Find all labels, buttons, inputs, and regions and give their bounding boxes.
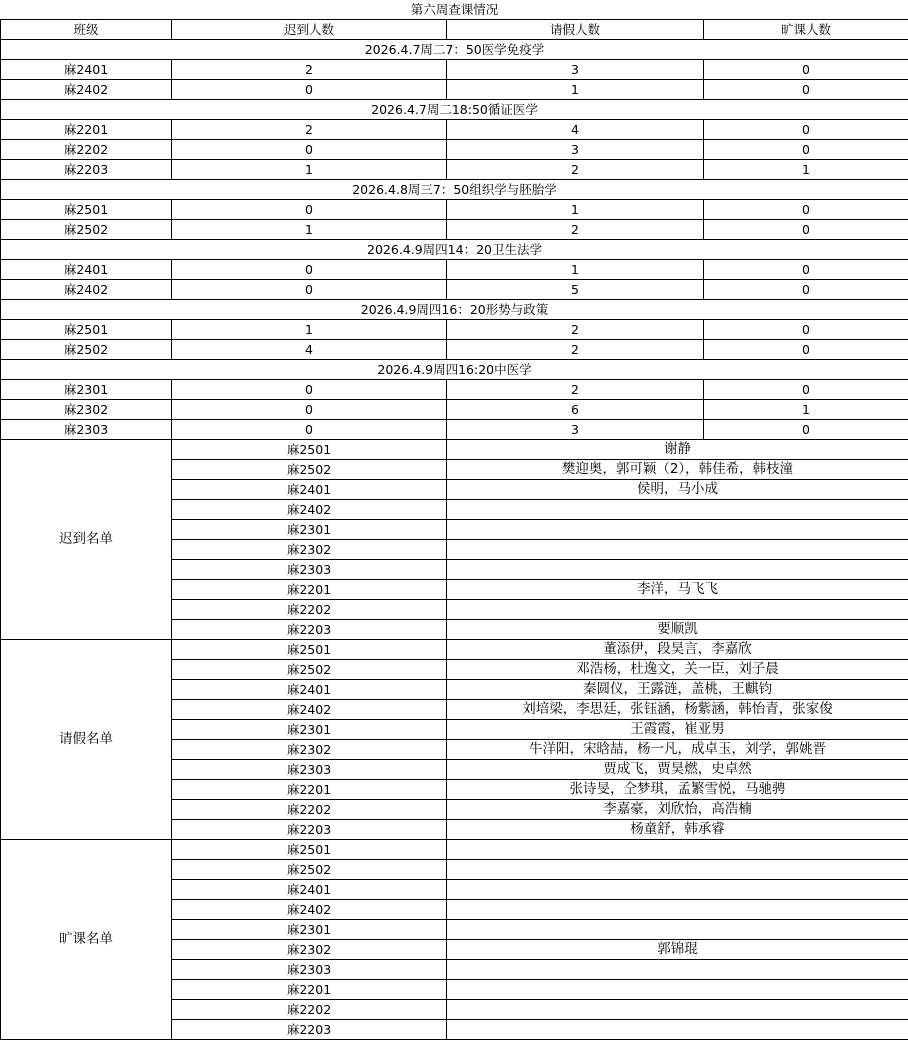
late-count-cell[interactable]: 1 bbox=[172, 320, 447, 340]
list-class-cell[interactable]: 麻2501 bbox=[172, 640, 447, 660]
header-class[interactable]: 班级 bbox=[1, 20, 172, 40]
leave-count-cell[interactable]: 1 bbox=[447, 80, 704, 100]
list-class-cell[interactable]: 麻2202 bbox=[172, 800, 447, 820]
late-count-cell[interactable]: 2 bbox=[172, 60, 447, 80]
student-names-cell[interactable]: 刘培梁，李思廷，张钰涵，杨紫涵，韩怡青，张家俊 bbox=[447, 700, 908, 720]
student-names-cell[interactable]: 要顺凯 bbox=[447, 620, 908, 640]
student-names-cell[interactable] bbox=[447, 540, 908, 560]
list-class-cell[interactable]: 麻2202 bbox=[172, 600, 447, 620]
list-class-cell[interactable]: 麻2303 bbox=[172, 760, 447, 780]
header-leave[interactable]: 请假人数 bbox=[447, 20, 704, 40]
sheet-title[interactable]: 第六周查课情况 bbox=[1, 0, 908, 20]
list-class-cell[interactable]: 麻2501 bbox=[172, 440, 447, 460]
list-class-cell[interactable]: 麻2203 bbox=[172, 820, 447, 840]
late-count-cell[interactable]: 4 bbox=[172, 340, 447, 360]
class-cell[interactable]: 麻2303 bbox=[1, 420, 172, 440]
list-class-cell[interactable]: 麻2301 bbox=[172, 520, 447, 540]
student-names-cell[interactable]: 王霞霞，崔亚男 bbox=[447, 720, 908, 740]
table-row bbox=[1, 400, 908, 420]
class-cell[interactable]: 麻2502 bbox=[1, 220, 172, 240]
absent-count-cell[interactable]: 1 bbox=[704, 160, 908, 180]
list-class-cell[interactable]: 麻2303 bbox=[172, 960, 447, 980]
student-names-cell[interactable] bbox=[447, 1020, 908, 1040]
student-names-cell[interactable]: 侯明，马小成 bbox=[447, 480, 908, 500]
student-names-cell[interactable]: 董添伊，段昊言，李嘉欣 bbox=[447, 640, 908, 660]
late-count-cell[interactable]: 0 bbox=[172, 380, 447, 400]
section-heading[interactable]: 2026.4.8周三7：50组织学与胚胎学 bbox=[1, 180, 908, 200]
absent-count-cell[interactable]: 0 bbox=[704, 80, 908, 100]
list-class-cell[interactable]: 麻2502 bbox=[172, 460, 447, 480]
late-count-cell[interactable]: 0 bbox=[172, 200, 447, 220]
table-row bbox=[1, 120, 908, 140]
class-cell[interactable]: 麻2402 bbox=[1, 280, 172, 300]
student-names-cell[interactable] bbox=[447, 500, 908, 520]
list-row bbox=[1, 440, 908, 460]
leave-count-cell[interactable]: 2 bbox=[447, 340, 704, 360]
absent-count-cell[interactable]: 1 bbox=[704, 400, 908, 420]
late-count-cell[interactable]: 1 bbox=[172, 160, 447, 180]
list-class-cell[interactable]: 麻2401 bbox=[172, 480, 447, 500]
student-names-cell[interactable]: 樊迎奥，郭可颖（2），韩佳希，韩枝潼 bbox=[447, 460, 908, 480]
list-class-cell[interactable]: 麻2301 bbox=[172, 720, 447, 740]
section-heading[interactable]: 2026.4.9周四16：20形势与政策 bbox=[1, 300, 908, 320]
leave-count-cell[interactable]: 2 bbox=[447, 160, 704, 180]
header-row bbox=[1, 20, 908, 40]
late-count-cell[interactable]: 0 bbox=[172, 420, 447, 440]
section-heading[interactable]: 2026.4.9周四14：20卫生法学 bbox=[1, 240, 908, 260]
class-cell[interactable]: 麻2501 bbox=[1, 320, 172, 340]
student-names-cell[interactable]: 张诗旻，仝梦琪，孟繁雪悦，马驰骋 bbox=[447, 780, 908, 800]
list-class-cell[interactable]: 麻2402 bbox=[172, 700, 447, 720]
student-names-cell[interactable] bbox=[447, 860, 908, 880]
list-class-cell[interactable]: 麻2302 bbox=[172, 540, 447, 560]
class-cell[interactable]: 麻2301 bbox=[1, 380, 172, 400]
list-class-cell[interactable]: 麻2203 bbox=[172, 1020, 447, 1040]
student-names-cell[interactable]: 杨童舒，韩承睿 bbox=[447, 820, 908, 840]
section-heading-row bbox=[1, 180, 908, 200]
table-row bbox=[1, 200, 908, 220]
leave-count-cell[interactable]: 4 bbox=[447, 120, 704, 140]
student-names-cell[interactable]: 牛洋阳，宋晗喆，杨一凡，成卓玉，刘学，郭姚晋 bbox=[447, 740, 908, 760]
leave-count-cell[interactable]: 6 bbox=[447, 400, 704, 420]
student-names-cell[interactable] bbox=[447, 880, 908, 900]
student-names-cell[interactable] bbox=[447, 1000, 908, 1020]
class-cell[interactable]: 麻2502 bbox=[1, 340, 172, 360]
list-class-cell[interactable]: 麻2201 bbox=[172, 780, 447, 800]
class-cell[interactable]: 麻2501 bbox=[1, 200, 172, 220]
leave-count-cell[interactable]: 1 bbox=[447, 260, 704, 280]
class-cell[interactable]: 麻2402 bbox=[1, 80, 172, 100]
list-class-cell[interactable]: 麻2402 bbox=[172, 500, 447, 520]
section-heading-row bbox=[1, 240, 908, 260]
section-heading-row bbox=[1, 360, 908, 380]
student-names-cell[interactable]: 贾成飞，贾昊燃，史卓然 bbox=[447, 760, 908, 780]
late-count-cell[interactable]: 0 bbox=[172, 140, 447, 160]
class-cell[interactable]: 麻2202 bbox=[1, 140, 172, 160]
student-names-cell[interactable] bbox=[447, 560, 908, 580]
list-label[interactable]: 旷课名单 bbox=[1, 840, 172, 1040]
student-names-cell[interactable]: 邓浩杨，杜逸文，关一臣，刘子晨 bbox=[447, 660, 908, 680]
title-row bbox=[1, 0, 908, 20]
late-count-cell[interactable]: 2 bbox=[172, 120, 447, 140]
student-names-cell[interactable] bbox=[447, 600, 908, 620]
list-row bbox=[1, 640, 908, 660]
table-row bbox=[1, 220, 908, 240]
list-class-cell[interactable]: 麻2201 bbox=[172, 980, 447, 1000]
student-names-cell[interactable] bbox=[447, 900, 908, 920]
section-heading[interactable]: 2026.4.7周二7：50医学免疫学 bbox=[1, 40, 908, 60]
list-class-cell[interactable]: 麻2202 bbox=[172, 1000, 447, 1020]
list-class-cell[interactable]: 麻2502 bbox=[172, 860, 447, 880]
absent-count-cell[interactable]: 0 bbox=[704, 120, 908, 140]
absent-count-cell[interactable]: 0 bbox=[704, 280, 908, 300]
list-class-cell[interactable]: 麻2302 bbox=[172, 940, 447, 960]
leave-count-cell[interactable]: 2 bbox=[447, 320, 704, 340]
list-class-cell[interactable]: 麻2201 bbox=[172, 580, 447, 600]
header-absent[interactable]: 旷课人数 bbox=[704, 20, 908, 40]
absent-count-cell[interactable]: 0 bbox=[704, 320, 908, 340]
student-names-cell[interactable] bbox=[447, 960, 908, 980]
late-count-cell[interactable]: 0 bbox=[172, 260, 447, 280]
late-count-cell[interactable]: 0 bbox=[172, 280, 447, 300]
list-class-cell[interactable]: 麻2402 bbox=[172, 900, 447, 920]
leave-count-cell[interactable]: 3 bbox=[447, 60, 704, 80]
absent-count-cell[interactable]: 0 bbox=[704, 260, 908, 280]
list-class-cell[interactable]: 麻2301 bbox=[172, 920, 447, 940]
absent-count-cell[interactable]: 0 bbox=[704, 420, 908, 440]
leave-count-cell[interactable]: 2 bbox=[447, 220, 704, 240]
section-heading-row bbox=[1, 100, 908, 120]
student-names-cell[interactable]: 李嘉豪，刘欣怡，高浩楠 bbox=[447, 800, 908, 820]
table-row bbox=[1, 60, 908, 80]
absent-count-cell[interactable]: 0 bbox=[704, 200, 908, 220]
class-cell[interactable]: 麻2203 bbox=[1, 160, 172, 180]
section-heading[interactable]: 2026.4.9周四16:20中医学 bbox=[1, 360, 908, 380]
student-names-cell[interactable] bbox=[447, 920, 908, 940]
section-heading-row bbox=[1, 300, 908, 320]
class-cell[interactable]: 麻2302 bbox=[1, 400, 172, 420]
student-names-cell[interactable]: 谢静 bbox=[447, 440, 908, 460]
late-count-cell[interactable]: 0 bbox=[172, 80, 447, 100]
absent-count-cell[interactable]: 0 bbox=[704, 60, 908, 80]
header-late[interactable]: 迟到人数 bbox=[172, 20, 447, 40]
student-names-cell[interactable]: 秦圆仪，王露涟，盖桃，王麒钧 bbox=[447, 680, 908, 700]
absent-count-cell[interactable]: 0 bbox=[704, 380, 908, 400]
leave-count-cell[interactable]: 3 bbox=[447, 140, 704, 160]
class-cell[interactable]: 麻2201 bbox=[1, 120, 172, 140]
class-cell[interactable]: 麻2401 bbox=[1, 60, 172, 80]
student-names-cell[interactable] bbox=[447, 520, 908, 540]
list-class-cell[interactable]: 麻2303 bbox=[172, 560, 447, 580]
late-count-cell[interactable]: 1 bbox=[172, 220, 447, 240]
table-row bbox=[1, 420, 908, 440]
list-class-cell[interactable]: 麻2501 bbox=[172, 840, 447, 860]
list-class-cell[interactable]: 麻2502 bbox=[172, 660, 447, 680]
list-class-cell[interactable]: 麻2302 bbox=[172, 740, 447, 760]
student-names-cell[interactable]: 郭锦琨 bbox=[447, 940, 908, 960]
list-label[interactable]: 请假名单 bbox=[1, 640, 172, 840]
table-body bbox=[1, 0, 908, 1040]
list-row bbox=[1, 840, 908, 860]
list-class-cell[interactable]: 麻2401 bbox=[172, 680, 447, 700]
table-row bbox=[1, 140, 908, 160]
leave-count-cell[interactable]: 2 bbox=[447, 380, 704, 400]
student-names-cell[interactable] bbox=[447, 980, 908, 1000]
leave-count-cell[interactable]: 1 bbox=[447, 200, 704, 220]
absent-count-cell[interactable]: 0 bbox=[704, 340, 908, 360]
list-class-cell[interactable]: 麻2203 bbox=[172, 620, 447, 640]
student-names-cell[interactable]: 李洋，马飞飞 bbox=[447, 580, 908, 600]
leave-count-cell[interactable]: 3 bbox=[447, 420, 704, 440]
table-row bbox=[1, 160, 908, 180]
class-cell[interactable]: 麻2401 bbox=[1, 260, 172, 280]
late-count-cell[interactable]: 0 bbox=[172, 400, 447, 420]
table-row bbox=[1, 260, 908, 280]
absent-count-cell[interactable]: 0 bbox=[704, 220, 908, 240]
leave-count-cell[interactable]: 5 bbox=[447, 280, 704, 300]
table-row bbox=[1, 80, 908, 100]
table-row bbox=[1, 340, 908, 360]
list-label[interactable]: 迟到名单 bbox=[1, 440, 172, 640]
absent-count-cell[interactable]: 0 bbox=[704, 140, 908, 160]
section-heading[interactable]: 2026.4.7周二18:50循证医学 bbox=[1, 100, 908, 120]
table-row bbox=[1, 380, 908, 400]
table-row bbox=[1, 320, 908, 340]
table-row bbox=[1, 280, 908, 300]
list-class-cell[interactable]: 麻2401 bbox=[172, 880, 447, 900]
student-names-cell[interactable] bbox=[447, 840, 908, 860]
section-heading-row bbox=[1, 40, 908, 60]
